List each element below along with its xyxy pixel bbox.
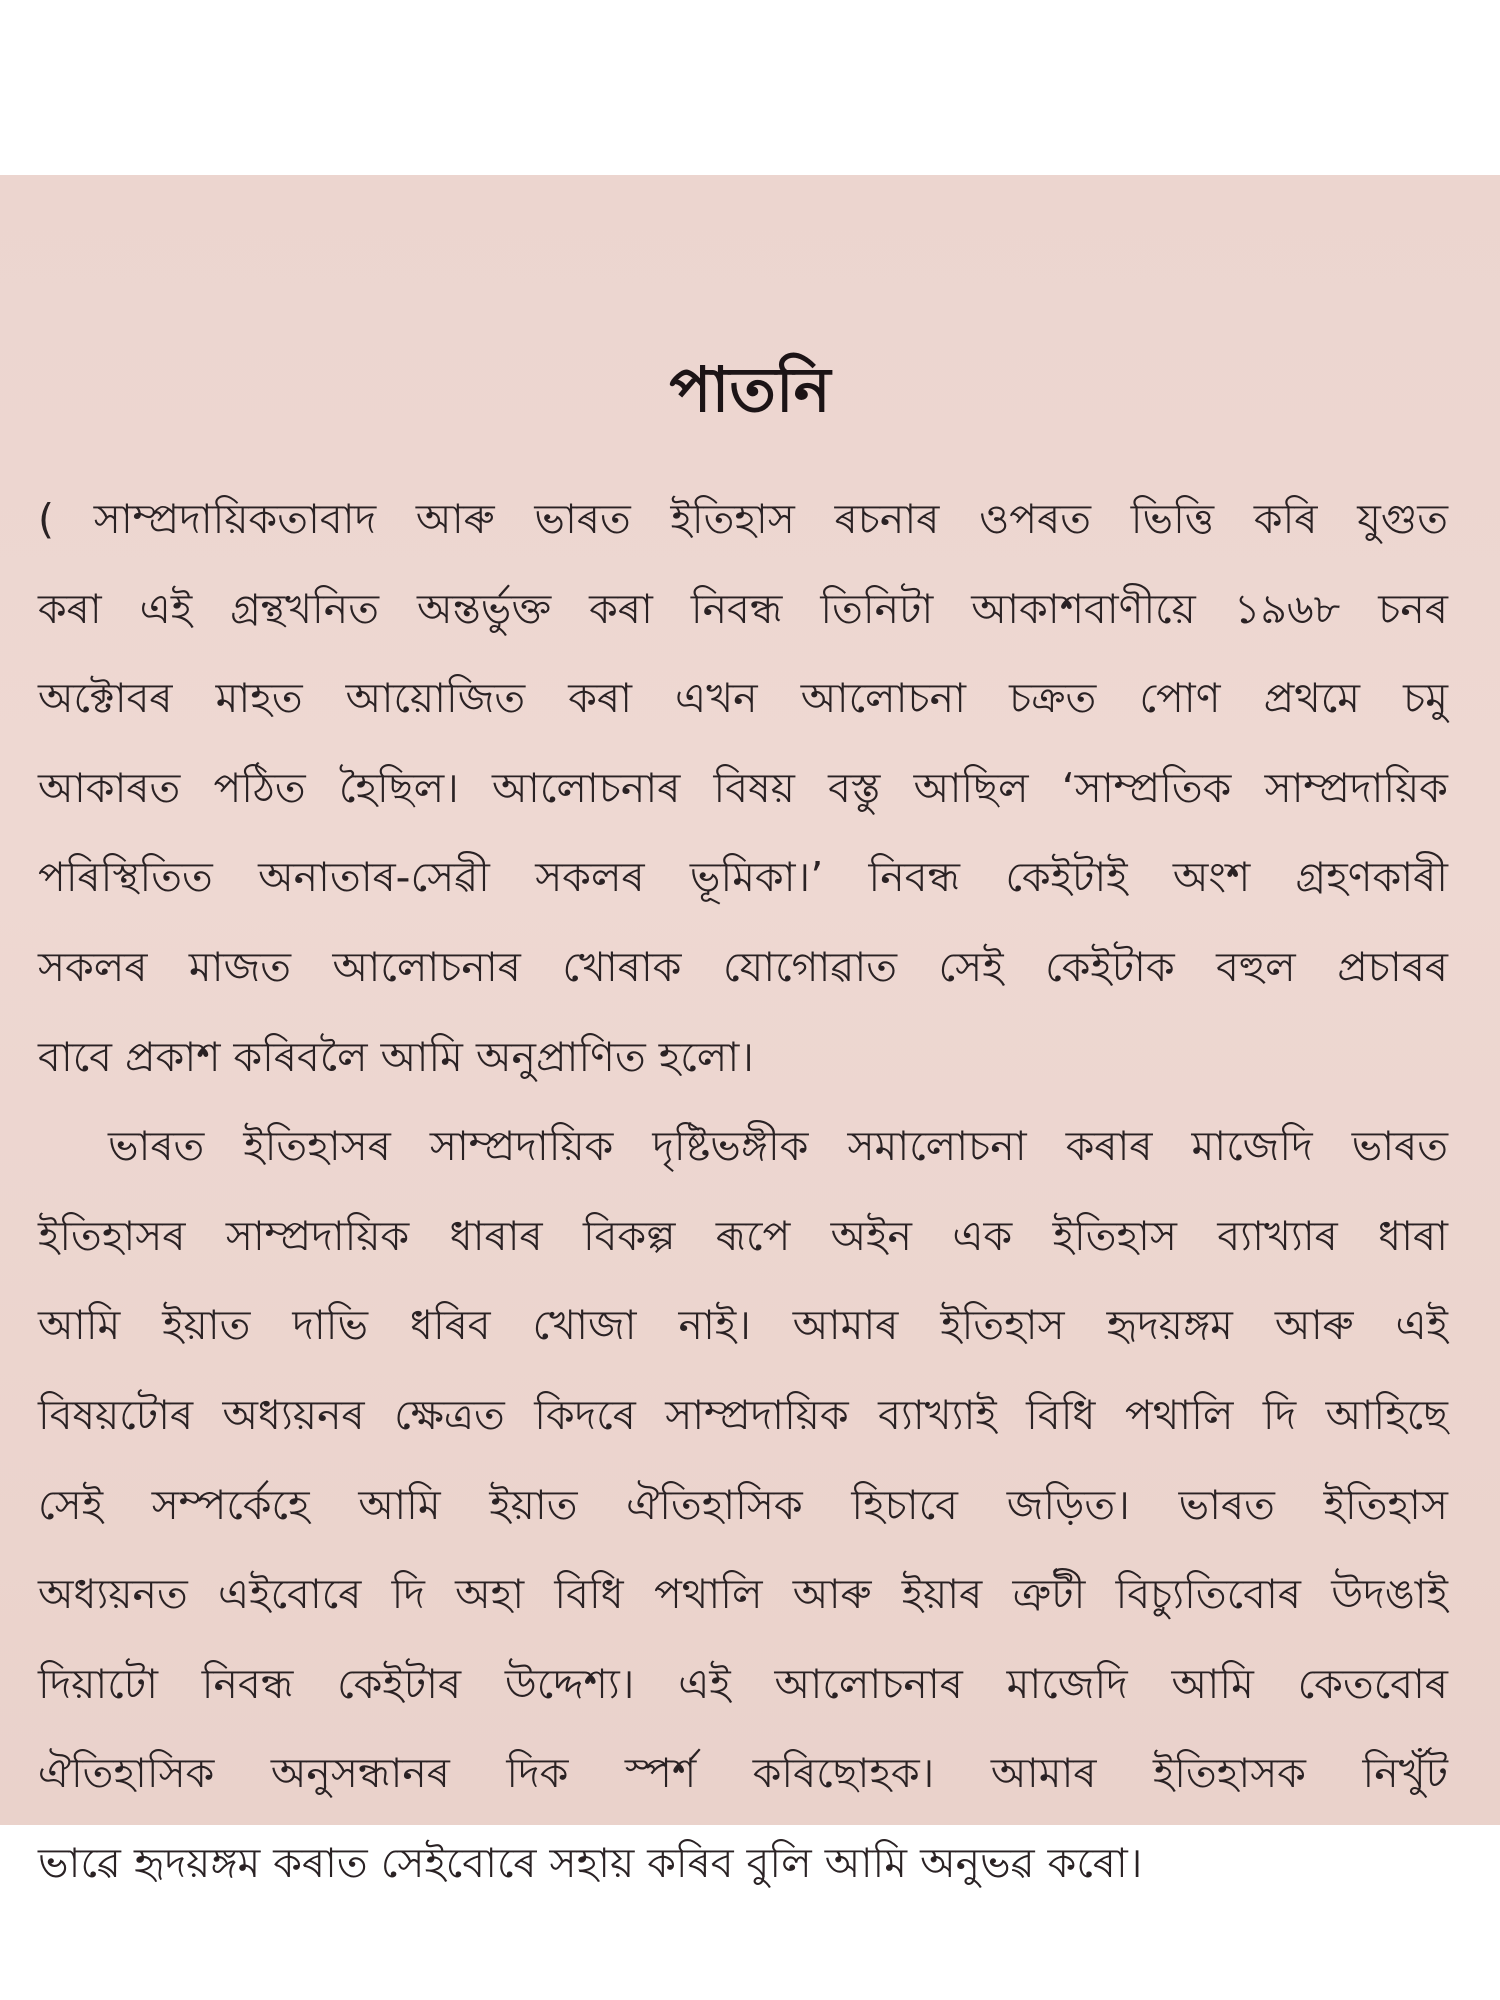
text-line: কৰা এই গ্ৰন্থখনিত অন্তৰ্ভুক্ত কৰা নিবন্ধ তিনিটা আকাশবাণীয়ে ১৯৬৮ চনৰ bbox=[38, 584, 1448, 633]
text-line: ইতিহাসৰ সাম্প্ৰদায়িক ধাৰাৰ বিকল্প ৰূপে অইন এক ইতিহাস ব্যাখ্যাৰ ধাৰা bbox=[38, 1211, 1448, 1260]
text-line: দিয়াটো নিবন্ধ কেইটাৰ উদ্দেশ্য। এই আলোচনাৰ মাজেদি আমি কেতবোৰ bbox=[38, 1659, 1448, 1708]
text-line: পৰিস্থিতিত অনাতাৰ-সেৱী সকলৰ ভূমিকা।’ নিবন্ধ কেইটাই অংশ গ্ৰহণকাৰী bbox=[38, 853, 1448, 902]
text-line: আকাৰত পঠিত হৈছিল। আলোচনাৰ বিষয় বস্তু আছিল ‘সাম্প্ৰতিক সাম্প্ৰদায়িক bbox=[38, 763, 1448, 812]
text-line: ( সাম্প্ৰদায়িকতাবাদ আৰু ভাৰত ইতিহাস ৰচনাৰ ওপৰত ভিত্তি কৰি যুগুত bbox=[38, 495, 1448, 543]
text-line: আমি ইয়াত দাভি ধৰিব খোজা নাই। আমাৰ ইতিহাস হৃদয়ঙ্গম আৰু এই bbox=[38, 1301, 1448, 1350]
text-line: ভাৱে হৃদয়ঙ্গম কৰাত সেইবোৰে সহায় কৰিব বুলি আমি অনুভৱ কৰো। bbox=[38, 1838, 1143, 1887]
paragraph-2 bbox=[38, 1102, 1448, 1908]
text-line: ভাৰত ইতিহাসৰ সাম্প্ৰদায়িক দৃষ্টিভঙ্গীক সমালোচনা কৰাৰ মাজেদি ভাৰত bbox=[108, 1122, 1448, 1171]
text-line: অধ্যয়নত এইবোৰে দি অহা বিধি পথালি আৰু ইয়াৰ ত্ৰুটী বিচ্যুতিবোৰ উদঙাই bbox=[38, 1570, 1448, 1619]
text-line: ঐতিহাসিক অনুসন্ধানৰ দিক স্পৰ্শ কৰিছোহক। আমাৰ ইতিহাসক নিখুঁট bbox=[38, 1749, 1448, 1798]
text-line: বিষয়টোৰ অধ্যয়নৰ ক্ষেত্ৰত কিদৰে সাম্প্ৰদায়িক ব্যাখ্যাই বিধি পথালি দি আহিছে bbox=[38, 1390, 1448, 1439]
page-title: পাতনি bbox=[669, 353, 831, 426]
text-line: বাবে প্ৰকাশ কৰিবলৈ আমি অনুপ্ৰাণিত হলো। bbox=[38, 1032, 754, 1081]
paragraph-1 bbox=[38, 475, 1448, 1102]
body-text bbox=[38, 475, 1448, 1909]
text-line: সকলৰ মাজত আলোচনাৰ খোৰাক যোগোৱাত সেই কেইটাক বহুল প্ৰচাৰৰ bbox=[38, 942, 1448, 991]
text-line: অক্টোবৰ মাহত আয়োজিত কৰা এখন আলোচনা চক্ৰত পোণ প্ৰথমে চমু bbox=[38, 674, 1448, 723]
text-line: সেই সম্পৰ্কেহে আমি ইয়াত ঐতিহাসিক হিচাবে জড়িত। ভাৰত ইতিহাস bbox=[38, 1480, 1448, 1529]
scanned-page bbox=[0, 175, 1500, 1887]
